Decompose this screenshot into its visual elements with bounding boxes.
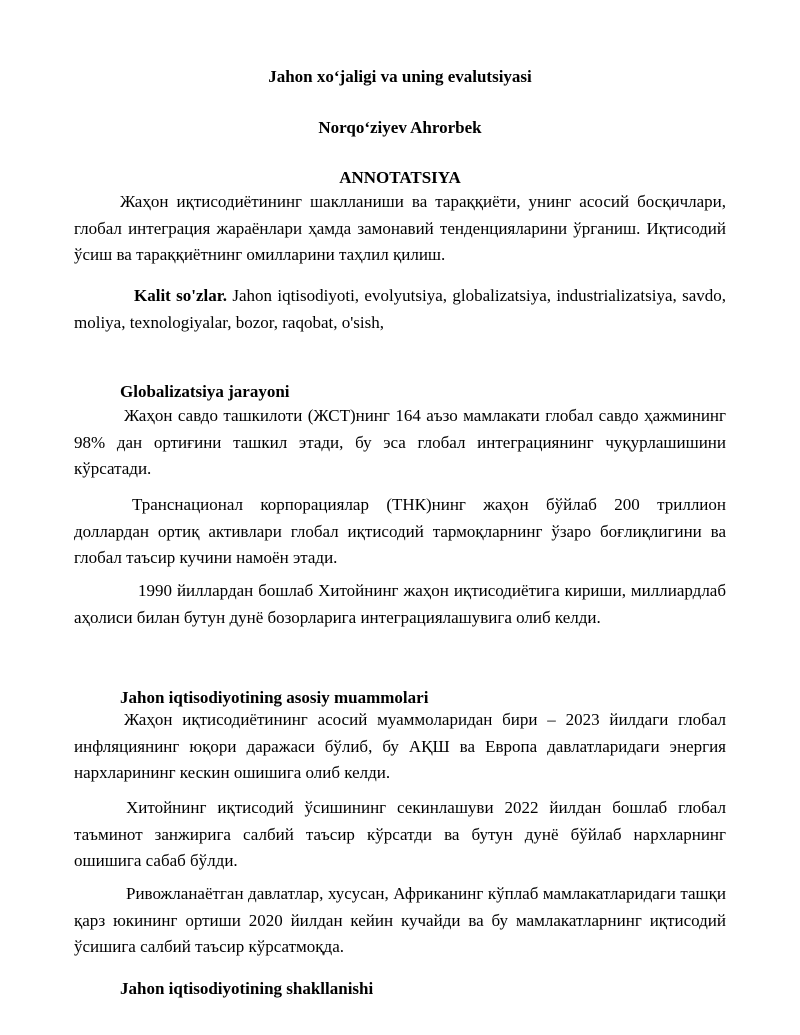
document-title: Jahon xo‘jaligi va uning evalutsiyasi: [268, 67, 532, 86]
section-heading: Jahon iqtisodiyotining shakllanishi: [120, 979, 374, 998]
section-paragraph: Жаҳон савдо ташкилоти (ЖСТ)нинг 164 аъзо мамлакати глобал савдо ҳажмининг 98% дан ортиғини ташкил этади, бу эса глобал интеграциянинг чуқурлашишини кўрсатади.: [74, 406, 726, 478]
author-name: Norqo‘ziyev Ahrorbek: [318, 118, 482, 137]
section-paragraph: 1990 йиллардан бошлаб Хитойнинг жаҳон иқтисодиётига кириши, миллиардлаб аҳолиси билан бутун дунё бозорларига интеграциялашувига олиб келди.: [74, 581, 726, 627]
section-paragraph: Транснационал корпорациялар (ТНК)нинг жаҳон бўйлаб 200 триллион доллардан ортиқ активлари глобал иқтисодий тармоқларнинг ўзаро боғлиқлигини ва глобал таъсир кучини намоён этади.: [74, 495, 726, 567]
section-paragraph: Жаҳон иқтисодиётининг асосий муаммоларидан бири – 2023 йилдаги глобал инфляциянинг юқори даражаси бўлиб, бу АҚШ ва Европа давлатларидаги энергия нархларининг кескин ошишига олиб келди.: [74, 710, 726, 782]
document-page: [74, 0, 726, 1035]
keywords-label: Kalit so'zlar.: [134, 286, 228, 305]
section-paragraph: Хитойнинг иқтисодий ўсишининг секинлашуви 2022 йилдан бошлаб глобал таъминот занжирига салбий таъсир кўрсатди ва бутун дунё бўйлаб нархларнинг ошишига сабаб бўлди.: [74, 798, 726, 870]
keywords-paragraph: [74, 283, 726, 336]
keywords-text: Jahon iqtisodiyoti, evolyutsiya, globalizatsiya, industrializatsiya, savdo, moliya, texnologiyalar, bozor, raqobat, o'sish,: [74, 286, 726, 332]
section-heading: Jahon iqtisodiyotining asosiy muammolari: [120, 688, 429, 707]
annotation-heading: ANNOTATSIYA: [339, 168, 461, 187]
section-heading: Globalizatsiya jarayoni: [120, 382, 290, 401]
annotation-text: Жаҳон иқтисодиётининг шаклланиши ва тараққиёти, унинг асосий босқичлари, глобал интеграция жараёнлари ҳамда замонавий тенденцияларини ўрганиш. Иқтисодий ўсиш ва тараққиётнинг омилларини таҳлил қилиш.: [74, 192, 726, 264]
section-paragraph: Ривожланаётган давлатлар, хусусан, Африканинг кўплаб мамлакатларидаги ташқи қарз юкининг ортиши 2020 йилдан кейин кучайди ва бу мамлакатларнинг иқтисодий ўсишига салбий таъсир кўрсатмоқда.: [74, 884, 726, 956]
